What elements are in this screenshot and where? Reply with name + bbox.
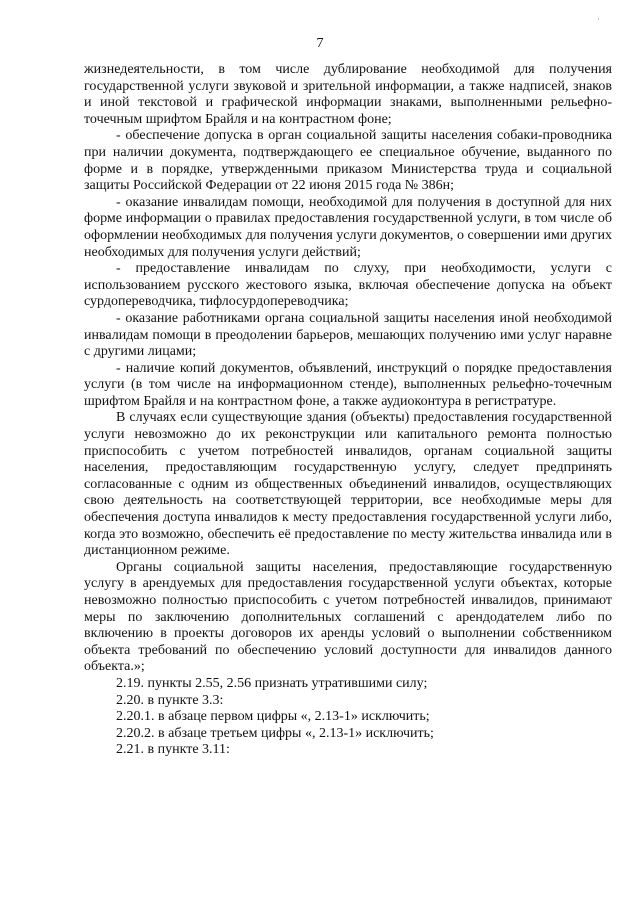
list-item-staff-help: - оказание работниками органа социальной защиты населения иной необходимой инвалидам помощи в преодолении барьеров, мешающих получению ими услуг наравне с другими лицами; xyxy=(84,310,612,360)
paragraph-existing-buildings: В случаях если существующие здания (объекты) предоставления государственной услуги невозможно до их реконструкции или капитального ремонта полностью приспособить с учетом потребностей инвалидов, органам социальной защиты населения, предоставляющим государственную услугу, следует предпринять согласованные с одним из общественных объединений инвалидов, осуществляющих свою деятельность на соответствующей территории, все необходимые меры для обеспечения доступа инвалидов к месту предоставления государственной услуги либо, когда это возможно, обеспечить её предоставление по месту жительства инвалида или в дистанционном режиме. xyxy=(84,410,612,559)
sub-item-2-21: 2.21. в пункте 3.11: xyxy=(116,742,230,758)
sub-item-2-20-1: 2.20.1. в абзаце первом цифры «, 2.13-1» исключить; xyxy=(116,709,430,725)
paragraph-rented-objects: Органы социальной защиты населения, предоставляющие государственную услугу в арендуемых для предоставления государственной услуги объектах, которые невозможно полностью приспособить с учетом потребностей инвалидов, принимают меры по заключению дополнительных соглашений с арендодателем либо по включению в проекты договоров их аренды условий о выполнении собственником объекта требований по обеспечению условий доступности для инвалидов данного объекта.»; xyxy=(84,559,612,675)
list-item-sign-language: - предоставление инвалидам по слуху, при необходимости, услуги с использованием русского жестового языка, включая обеспечение допуска на объект сурдопереводчика, тифлосурдопереводчика; xyxy=(84,261,612,310)
sub-item-2-20: 2.20. в пункте 3.3: xyxy=(116,692,224,708)
corner-mark: · xyxy=(597,14,600,24)
list-item-assistance: - оказание инвалидам помощи, необходимой для получения в доступной для них форме информации о правилах предоставления государственной услуги, в том числе об оформлении необходимых для получения услуги документов, о совершении ими других необходимых для получения услуги действий; xyxy=(84,194,612,260)
sub-item-2-20-2: 2.20.2. в абзаце третьем цифры «, 2.13-1» исключить; xyxy=(116,725,434,741)
document-body xyxy=(84,62,612,759)
list-item-guide-dog: - обеспечение допуска в орган социальной защиты населения собаки-проводника при наличии документа, подтверждающего ее специальное обучение, выданного по форме и в порядке, утвержденными приказом Министерства труда и социальной защиты Российской Федерации от 22 июня 2015 года № 386н; xyxy=(84,128,612,194)
list-item-braille-copies: - наличие копий документов, объявлений, инструкций о порядке предоставления услуги (в том числе на информационном стенде), выполненных рельефно-точечным шрифтом Брайля и на контрастном фоне, а также аудиоконтура в регистратуре. xyxy=(84,360,612,409)
sub-item-2-19: 2.19. пункты 2.55, 2.56 признать утратившими силу; xyxy=(116,675,428,691)
page-number: 7 xyxy=(316,36,324,51)
paragraph-continuation: жизнедеятельности, в том числе дублирование необходимой для получения государственной услуги звуковой и зрительной информации, а также надписей, знаков и иной текстовой и графической информации знаками, выполненными рельефно-точечным шрифтом Брайля и на контрастном фоне; xyxy=(84,62,612,127)
